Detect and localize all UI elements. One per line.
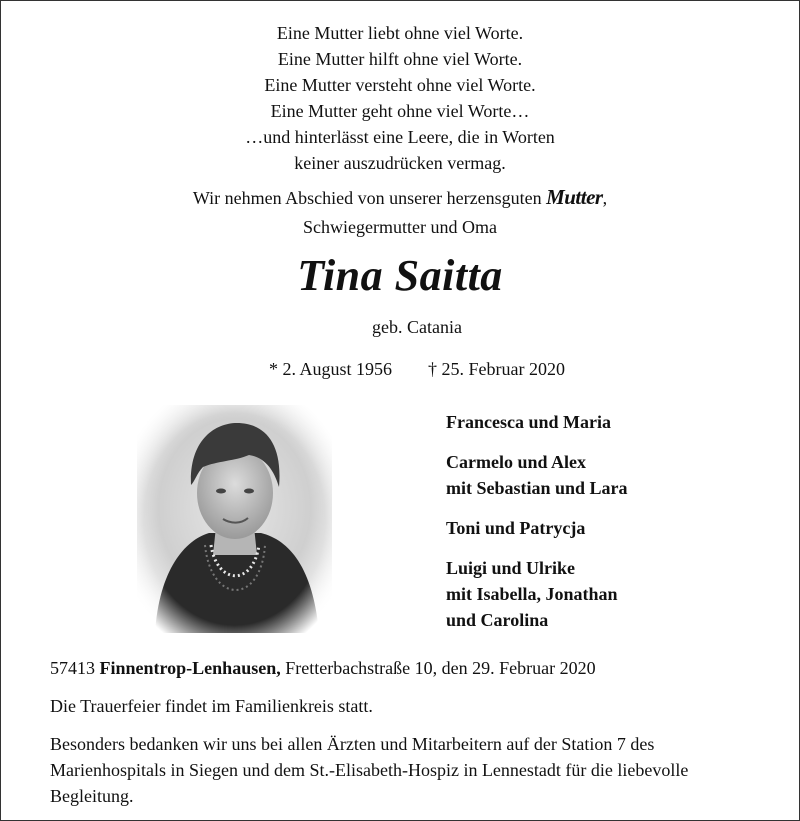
address-line (50, 655, 770, 681)
deceased-name: Tina Saitta (297, 251, 503, 300)
family-group (446, 409, 628, 435)
family-group (446, 515, 628, 541)
life-dates (0, 356, 800, 382)
address-zip: 57413 (50, 658, 95, 678)
farewell-comma: , (602, 188, 608, 208)
poem-line: Eine Mutter hilft ohne viel Worte. (277, 49, 523, 69)
poem-line: Eine Mutter liebt ohne viel Worte. (276, 23, 524, 43)
family-line: Luigi und Ulrike (446, 558, 576, 578)
family-line: und Carolina (446, 610, 549, 630)
farewell-line-1 (0, 183, 800, 213)
family-line: mit Sebastian und Lara (446, 478, 628, 498)
family-group (446, 555, 628, 633)
family-line: Toni und Patrycja (446, 518, 586, 538)
family-line: mit Isabella, Jonathan (446, 584, 618, 604)
address-town: Finnentrop-Lenhausen, (99, 658, 281, 678)
farewell-prefix: Wir nehmen Abschied von unserer herzensguten (192, 188, 542, 208)
farewell-line-2: Schwiegermutter und Oma (303, 217, 497, 237)
farewell-text (0, 183, 800, 242)
poem-line: Eine Mutter versteht ohne viel Worte. (264, 75, 536, 95)
birth-date: * 2. August 1956 (269, 359, 393, 379)
family-group (446, 449, 628, 501)
funeral-note: Die Trauerfeier findet im Familienkreis statt. (50, 696, 373, 716)
closing-text (50, 655, 770, 821)
birth-name: geb. Catania (372, 317, 462, 337)
mutter-word: Mutter (546, 185, 603, 209)
death-date: † 25. Februar 2020 (428, 359, 565, 379)
poem-line: Eine Mutter geht ohne viel Worte… (270, 101, 530, 121)
family-line: Francesca und Maria (446, 412, 611, 432)
address-rest: Fretterbachstraße 10, den 29. Februar 2020 (285, 658, 596, 678)
family-list (446, 409, 628, 633)
poem (0, 20, 800, 176)
portrait-photo (137, 405, 332, 633)
poem-line: keiner auszudrücken vermag. (294, 153, 506, 173)
thanks-text: Besonders bedanken wir uns bei allen Ärzten und Mitarbeitern auf der Station 7 des Marienhospitals in Siegen und dem St.-Elisabeth-Hospiz in Lennestadt für die liebevolle Begleitung. (50, 734, 689, 806)
poem-line: …und hinterlässt eine Leere, die in Worten (245, 127, 555, 147)
family-line: Carmelo und Alex (446, 452, 587, 472)
